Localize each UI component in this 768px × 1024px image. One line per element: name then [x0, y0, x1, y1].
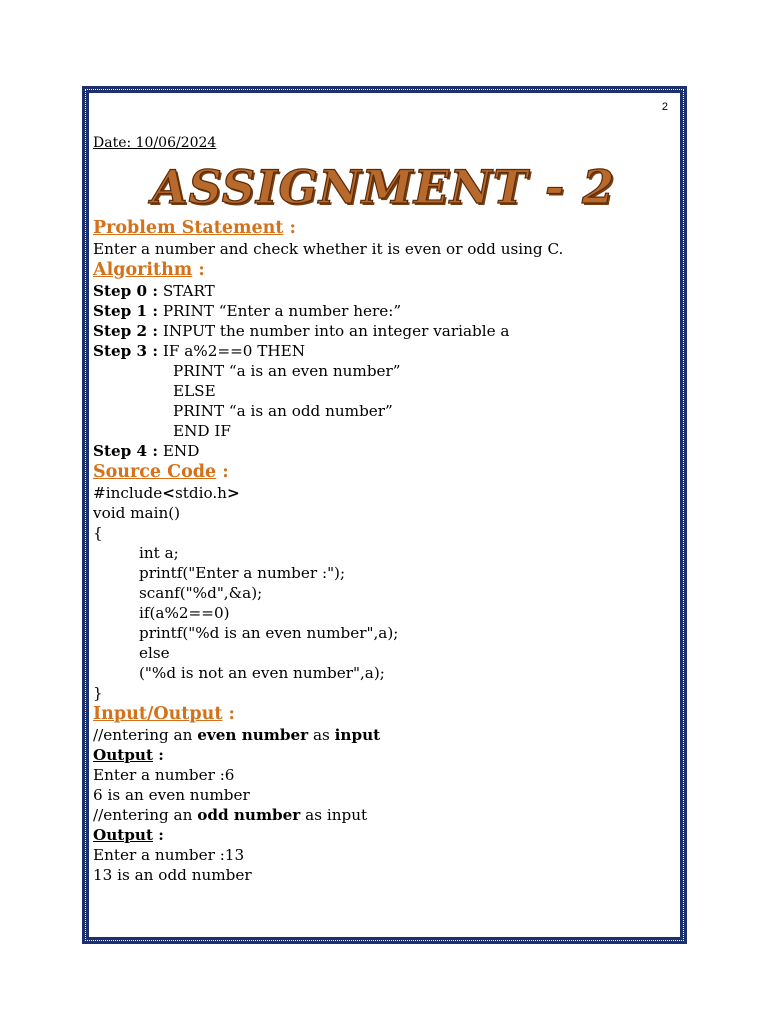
io-heading: Input/Output :	[93, 704, 236, 724]
problem-text: Enter a number and check whether it is even or odd using C.	[93, 240, 564, 258]
output-label: Output :	[93, 746, 164, 764]
code-line: ("%d is not an even number",a);	[139, 664, 385, 682]
problem-heading: Problem Statement :	[93, 218, 296, 238]
output-line: Enter a number :13	[93, 846, 245, 864]
code-line: void main()	[93, 504, 181, 522]
step-3-line: ELSE	[173, 382, 216, 400]
output-line: 6 is an even number	[93, 786, 250, 804]
io-comment-even: //entering an even number as input	[93, 726, 381, 744]
output-line: 13 is an odd number	[93, 866, 252, 884]
step-0: Step 0 : START	[93, 282, 215, 300]
code-line: printf("Enter a number :");	[139, 564, 346, 582]
step-3-line: PRINT “a is an odd number”	[173, 402, 393, 420]
code-line: }	[93, 684, 103, 702]
output-label: Output :	[93, 826, 164, 844]
code-line: if(a%2==0)	[139, 604, 230, 622]
code-line: else	[139, 644, 170, 662]
code-line: scanf("%d",&a);	[139, 584, 263, 602]
source-heading: Source Code :	[93, 462, 229, 482]
algorithm-heading: Algorithm :	[93, 260, 205, 280]
page-border	[82, 86, 687, 944]
step-2: Step 2 : INPUT the number into an integer variable a	[93, 322, 510, 340]
page	[89, 93, 680, 937]
code-include: #include<stdio.h>	[93, 484, 240, 502]
assignment-title: ASSIGNMENT - 2	[151, 160, 616, 214]
step-4: Step 4 : END	[93, 442, 200, 460]
output-line: Enter a number :6	[93, 766, 235, 784]
io-comment-odd: //entering an odd number as input	[93, 806, 368, 824]
date: Date: 10/06/2024	[93, 135, 217, 151]
document-body	[93, 133, 674, 885]
code-line: int a;	[139, 544, 179, 562]
page-number: 2	[661, 101, 668, 113]
step-3-line: END IF	[173, 422, 231, 440]
step-1: Step 1 : PRINT “Enter a number here:”	[93, 302, 402, 320]
step-3-line: PRINT “a is an even number”	[173, 362, 401, 380]
code-line: printf("%d is an even number",a);	[139, 624, 399, 642]
step-3: Step 3 : IF a%2==0 THEN	[93, 342, 306, 360]
code-line: {	[93, 524, 103, 542]
